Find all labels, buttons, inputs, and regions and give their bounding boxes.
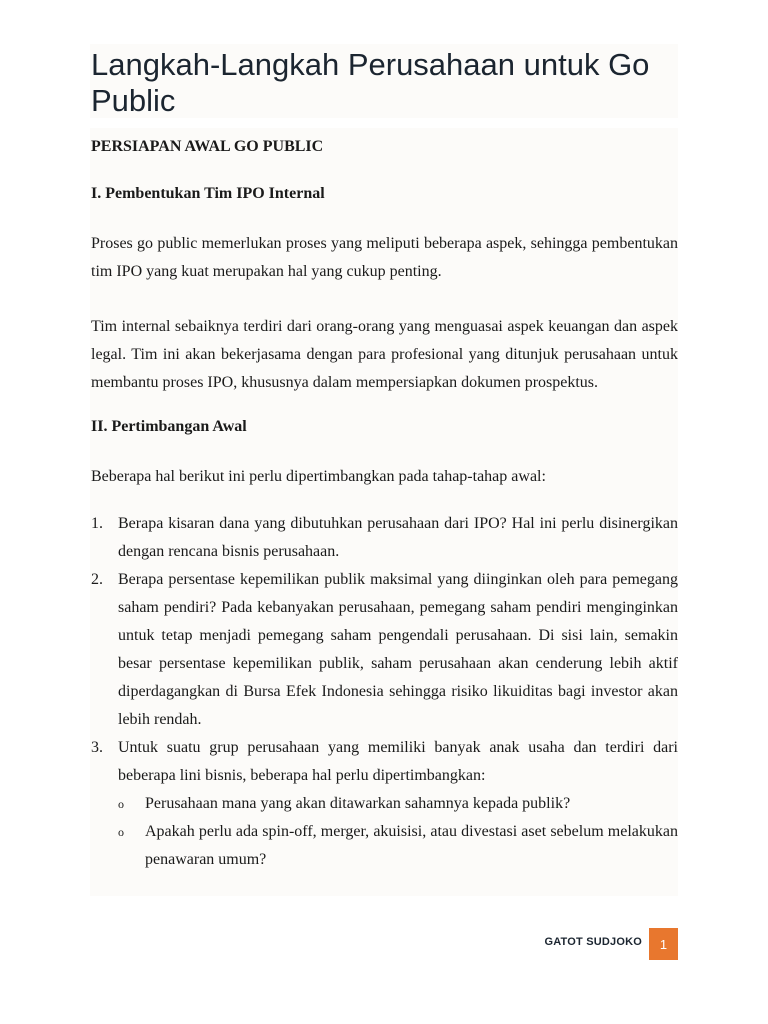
main-heading: PERSIAPAN AWAL GO PUBLIC bbox=[91, 138, 324, 155]
sub-list-item bbox=[118, 818, 678, 874]
sub-list-item-text: Perusahaan mana yang akan ditawarkan sahamnya kepada publik? bbox=[145, 795, 571, 812]
sub-list-item-text: Apakah perlu ada spin-off, merger, akuisisi, atau divestasi aset sebelum melakukan penawaran umum? bbox=[145, 823, 678, 868]
list-item bbox=[91, 566, 678, 734]
list-item-text: Berapa kisaran dana yang dibutuhkan perusahaan dari IPO? Hal ini perlu disinergikan dengan rencana bisnis perusahaan. bbox=[118, 515, 678, 560]
list-item-text: Berapa persentase kepemilikan publik maksimal yang diinginkan oleh para pemegang saham pendiri? Pada kebanyakan perusahaan, pemegang saham pendiri menginginkan untuk tetap menjadi pemegang saham pengendali perusahaan. Di sisi lain, semakin besar persentase kepemilikan publik, saham perusahaan akan cenderung lebih aktif diperdagangkan di Bursa Efek Indonesia sehingga risiko likuiditas bagi investor akan lebih rendah. bbox=[118, 571, 678, 728]
list-number: 3. bbox=[91, 739, 103, 756]
document-title: Langkah-Langkah Perusahaan untuk Go Public bbox=[91, 47, 650, 118]
document-body bbox=[91, 136, 678, 874]
list-item bbox=[91, 510, 678, 566]
paragraph: Beberapa hal berikut ini perlu dipertimbangkan pada tahap-tahap awal: bbox=[91, 468, 546, 485]
footer-author: GATOT SUDJOKO bbox=[544, 936, 642, 948]
list-item bbox=[91, 734, 678, 874]
list-item-text: Untuk suatu grup perusahaan yang memiliki banyak anak usaha dan terdiri dari beberapa lini bisnis, beberapa hal perlu dipertimbangkan: bbox=[118, 739, 678, 784]
hollow-bullet-icon: o bbox=[118, 825, 124, 839]
hollow-bullet-icon: o bbox=[118, 797, 124, 811]
section-heading-1: I. Pembentukan Tim IPO Internal bbox=[91, 185, 325, 202]
paragraph: Proses go public memerlukan proses yang meliputi beberapa aspek, sehingga pembentukan tim IPO yang kuat merupakan hal yang cukup penting. bbox=[91, 235, 678, 280]
paragraph: Tim internal sebaiknya terdiri dari orang-orang yang menguasai aspek keuangan dan aspek legal. Tim ini akan bekerjasama dengan para profesional yang ditunjuk perusahaan untuk membantu proses IPO, khususnya dalam mempersiapkan dokumen prospektus. bbox=[91, 318, 678, 391]
list-number: 1. bbox=[91, 515, 103, 532]
page-number-badge: 1 bbox=[649, 928, 678, 960]
sub-list-item bbox=[118, 790, 678, 818]
numbered-list bbox=[91, 510, 678, 874]
list-number: 2. bbox=[91, 571, 103, 588]
sub-list bbox=[118, 790, 678, 874]
section-heading-2: II. Pertimbangan Awal bbox=[91, 418, 247, 435]
